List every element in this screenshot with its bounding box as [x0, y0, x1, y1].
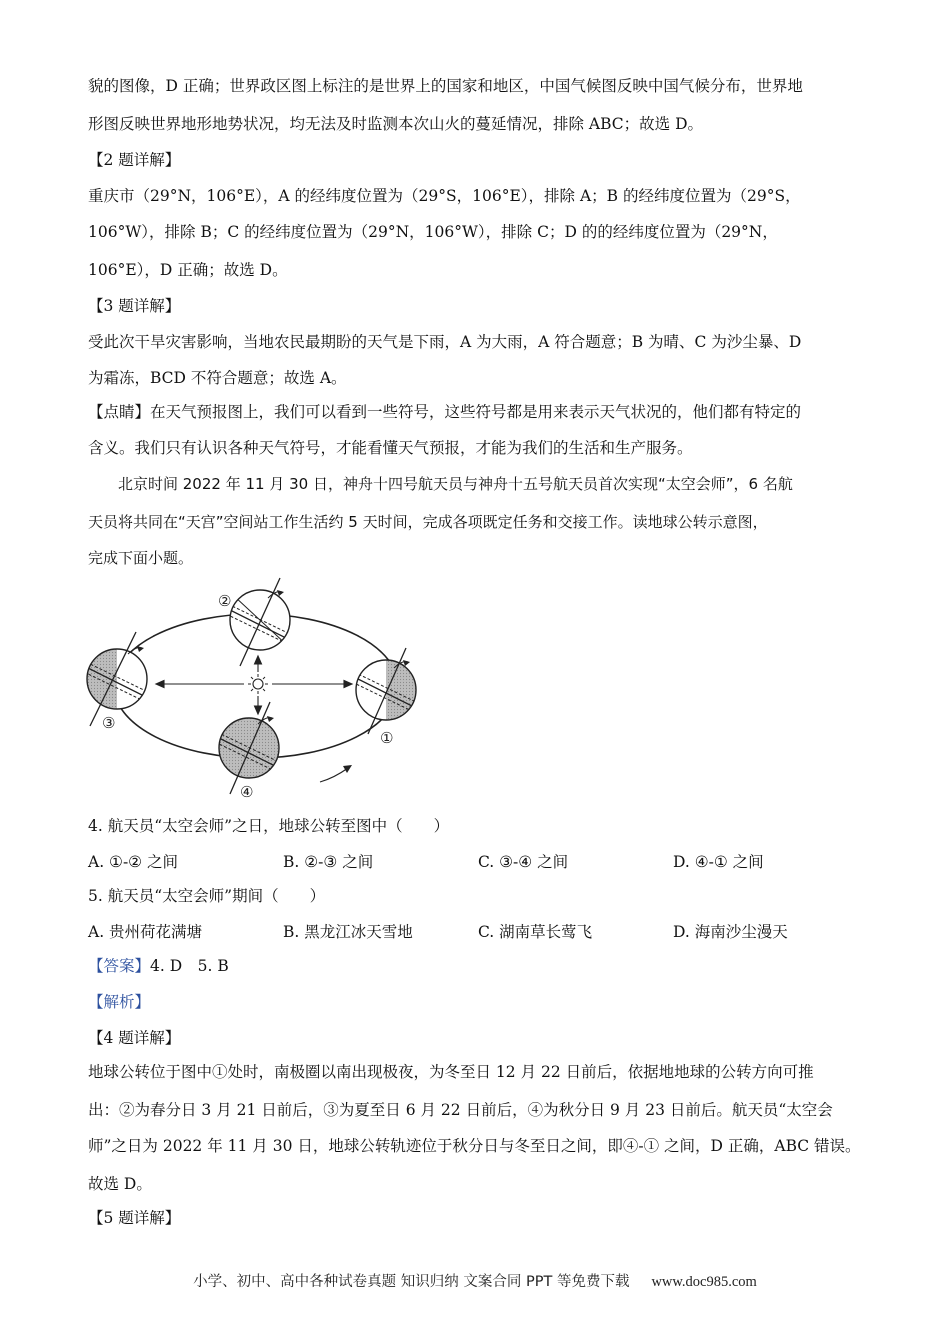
footer: [0, 1270, 950, 1291]
q2-line-2: 106°W），排除 B；C 的经纬度位置为（29°N，106°W），排除 C；D 的的经纬度位置为（29°N，: [88, 223, 778, 241]
q5-option-c: C. 湖南草长莺飞: [478, 923, 593, 941]
answer-line: [88, 956, 229, 976]
answer-value: 4. D 5. B: [150, 957, 229, 975]
q4-detail-line-4: 故选 D。: [88, 1175, 152, 1193]
q5-option-b: B. 黑龙江冰天雪地: [283, 923, 413, 941]
q2-line-1: 重庆市（29°N，106°E），A 的经纬度位置为（29°S，106°E），排除 A；B 的经纬度位置为（29°S，: [88, 187, 801, 205]
tip-text-1: 在天气预报图上，我们可以看到一些符号，这些符号都是用来表示天气状况的，他们都有特定的: [150, 403, 802, 421]
sunlight-arrows: [156, 656, 352, 714]
passage-line-1: 北京时间 2022 年 11 月 30 日，神舟十四号航天员与神舟十五号航天员首次实现“太空会师”，6 名航: [118, 475, 793, 493]
q4-option-c: C. ③-④ 之间: [478, 853, 569, 871]
passage-line-2: 天员将共同在“天宫”空间站工作生活约 5 天时间，完成各项既定任务和交接工作。读地球公转示意图，: [88, 513, 768, 531]
q4-stem: 4. 航天员“太空会师”之日，地球公转至图中（ ）: [88, 817, 450, 835]
earth-position-2: [226, 578, 294, 666]
answer-label: 【答案】: [88, 957, 151, 975]
q5-options: [88, 922, 868, 942]
revolution-direction-arrow: [320, 765, 352, 782]
q3-line-1: 受此次干旱灾害影响，当地农民最期盼的天气是下雨，A 为大雨，A 符合题意；B 为晴、C 为沙尘暴、D: [88, 333, 802, 351]
q4-option-a: A. ①-② 之间: [88, 853, 179, 871]
q5-option-a: A. 贵州荷花满塘: [88, 923, 203, 941]
intro-line-1: 貌的图像，D 正确；世界政区图上标注的是世界上的国家和地区，中国气候图反映中国气候分布，世界地: [88, 77, 803, 95]
footer-url[interactable]: www.doc985.com: [651, 1274, 757, 1290]
label-position-4: ④: [240, 783, 254, 801]
q3-heading: 【3 题详解】: [88, 297, 181, 315]
q4-detail-line-3: 师”之日为 2022 年 11 月 30 日，地球公转轨迹位于秋分日与冬至日之间，即④-① 之间，D 正确，ABC 错误。: [88, 1137, 861, 1155]
q4-detail-heading: 【4 题详解】: [88, 1029, 181, 1047]
tip-line-1: [88, 402, 801, 422]
label-position-3: ③: [102, 714, 116, 732]
earth-position-3: [84, 632, 152, 726]
q4-option-b: B. ②-③ 之间: [283, 853, 374, 871]
q4-options: [88, 852, 868, 872]
label-position-2: ②: [218, 592, 232, 610]
tip-line-2: 含义。我们只有认识各种天气符号，才能看懂天气预报，才能为我们的生活和生产服务。: [88, 439, 693, 457]
passage-line-3: 完成下面小题。: [88, 549, 194, 567]
intro-line-2: 形图反映世界地形地势状况，均无法及时监测本次山火的蔓延情况，排除 ABC；故选 D。: [88, 115, 704, 133]
sun-icon: [248, 674, 268, 694]
q2-heading: 【2 题详解】: [88, 151, 181, 169]
earth-position-1: [352, 648, 422, 734]
label-position-1: ①: [380, 729, 394, 747]
earth-position-4: [215, 702, 283, 794]
footer-text: 小学、初中、高中各种试卷真题 知识归纳 文案合同 PPT 等免费下载: [193, 1274, 630, 1290]
q4-detail-line-1: 地球公转位于图中①处时，南极圈以南出现极夜，为冬至日 12 月 22 日前后，依据地地球的公转方向可推: [88, 1063, 814, 1081]
earth-revolution-diagram: [84, 576, 444, 806]
tip-label: 【点睛】: [88, 403, 151, 421]
q4-option-d: D. ④-① 之间: [673, 853, 764, 871]
q5-detail-heading: 【5 题详解】: [88, 1209, 181, 1227]
q3-line-2: 为霜冻，BCD 不符合题意；故选 A。: [88, 369, 347, 387]
q2-line-3: 106°E），D 正确；故选 D。: [88, 261, 288, 279]
analysis-label: 【解析】: [88, 993, 151, 1011]
q4-detail-line-2: 出：②为春分日 3 月 21 日前后，③为夏至日 6 月 22 日前后，④为秋分日 9 月 23 日前后。航天员“太空会: [88, 1101, 833, 1119]
q5-stem: 5. 航天员“太空会师”期间（ ）: [88, 887, 326, 905]
q5-option-d: D. 海南沙尘漫天: [673, 923, 788, 941]
